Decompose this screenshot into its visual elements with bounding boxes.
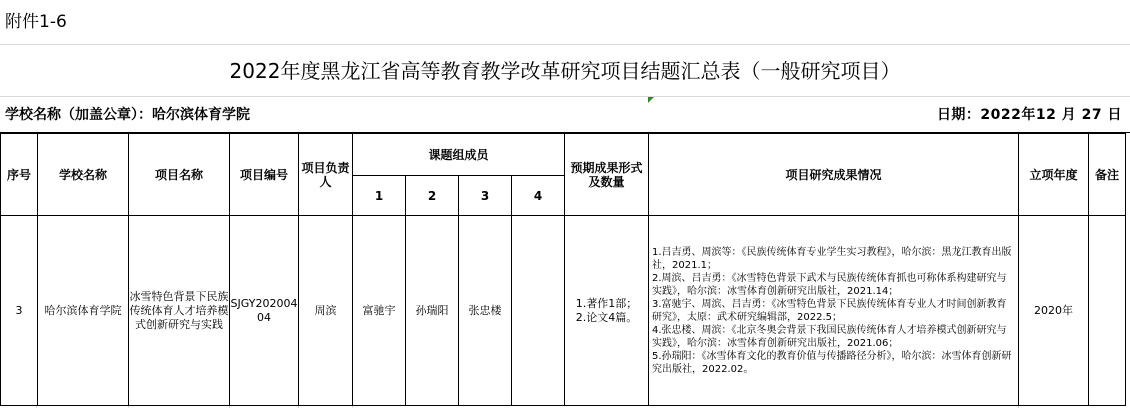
summary-table xyxy=(0,133,1126,406)
cell-comment-marker xyxy=(648,97,654,103)
cell-seq[interactable]: 3 xyxy=(1,216,38,406)
header-remarks[interactable]: 备注 xyxy=(1089,134,1126,216)
cell-project-name[interactable]: 冰雪特色背景下民族传统体育人才培养模式创新研究与实践 xyxy=(129,216,230,406)
header-seq[interactable]: 序号 xyxy=(1,134,38,216)
expected-line: 2.论文4篇。 xyxy=(575,310,638,324)
result-line: 4.张忠楼、周滨：《北京冬奥会背景下我国民族传统体育人才培养模式创新研究与实践》，哈尔滨：冰雪体育创新研究出版社，2021.06； xyxy=(652,324,1007,349)
cell-member-4[interactable] xyxy=(512,216,565,406)
result-line: 3.富驰宇、周滨、吕吉勇：《冰雪特色背景下民族传统体育专业人才时间创新教育研究》，太原：武术研究编辑部，2022.5； xyxy=(652,298,1007,323)
header-leader[interactable]: 项目负责人 xyxy=(299,134,353,216)
cell-project-code[interactable]: SJGY20200404 xyxy=(230,216,299,406)
cell-member-1[interactable]: 富驰宇 xyxy=(353,216,406,406)
header-member-1[interactable]: 1 xyxy=(353,176,406,216)
date-label: 日期：2022年12 月 27 日 xyxy=(936,107,1122,123)
header-members[interactable]: 课题组成员 xyxy=(353,134,565,176)
header-project-name[interactable]: 项目名称 xyxy=(129,134,230,216)
result-line: 1.吕吉勇、周滨等：《民族传统体育专业学生实习教程》，哈尔滨：黑龙江教育出版社，2021.1； xyxy=(652,246,1012,271)
header-project-code[interactable]: 项目编号 xyxy=(230,134,299,216)
header-results[interactable]: 项目研究成果情况 xyxy=(649,134,1019,216)
header-member-3[interactable]: 3 xyxy=(459,176,512,216)
sheet-title: 2022年度黑龙江省高等教育教学改革研究项目结题汇总表（一般研究项目） xyxy=(0,45,1130,97)
cell-member-2[interactable]: 孙瑞阳 xyxy=(406,216,459,406)
table-row xyxy=(1,216,1126,406)
cell-leader[interactable]: 周滨 xyxy=(299,216,353,406)
cell-member-3[interactable]: 张忠楼 xyxy=(459,216,512,406)
cell-results[interactable] xyxy=(649,216,1019,406)
attachment-label: 附件1-6 xyxy=(0,0,1130,45)
cell-year[interactable]: 2020年 xyxy=(1019,216,1089,406)
header-expected[interactable]: 预期成果形式及数量 xyxy=(565,134,649,216)
cell-expected[interactable] xyxy=(565,216,649,406)
header-school[interactable]: 学校名称 xyxy=(38,134,129,216)
result-line: 2.周滨、吕吉勇：《冰雪特色背景下武术与民族传统体育抓也可称体系构建研究与实践》，哈尔滨：冰雪体育创新研究出版社，2021.14； xyxy=(652,272,1007,297)
school-name-label: 学校名称（加盖公章）：哈尔滨体育学院 xyxy=(5,107,250,123)
info-row xyxy=(0,97,1130,133)
header-year[interactable]: 立项年度 xyxy=(1019,134,1089,216)
header-member-4[interactable]: 4 xyxy=(512,176,565,216)
expected-line: 1.著作1部； xyxy=(575,296,638,310)
result-line: 5.孙瑞阳：《冰雪体育文化的教育价值与传播路径分析》，哈尔滨：冰雪体育创新研究出版社，2022.02。 xyxy=(652,350,1012,375)
header-member-2[interactable]: 2 xyxy=(406,176,459,216)
cell-school[interactable]: 哈尔滨体育学院 xyxy=(38,216,129,406)
cell-remarks[interactable] xyxy=(1089,216,1126,406)
